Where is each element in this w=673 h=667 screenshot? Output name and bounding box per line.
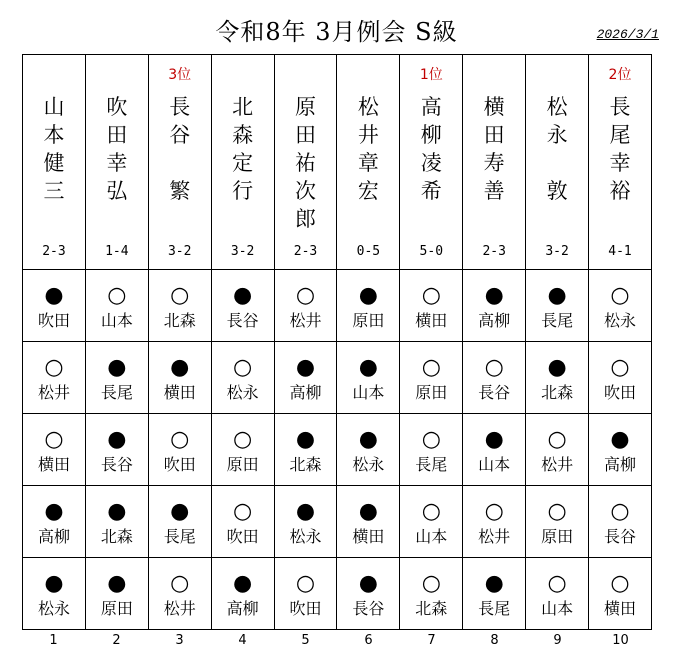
- opponent-name: 北森: [415, 599, 448, 618]
- player-name-char: 柳: [420, 123, 442, 147]
- game-cell: [337, 270, 400, 342]
- opponent-name: 松永: [289, 527, 322, 546]
- player-name-char: 本: [43, 123, 65, 147]
- player-score: 5-0: [419, 244, 444, 259]
- player-name-char: 井: [357, 123, 379, 147]
- game-cell: [463, 558, 526, 630]
- win-mark-icon: ○: [610, 355, 630, 380]
- player-name-char: 幸: [609, 151, 631, 175]
- opponent-name: 北森: [289, 455, 322, 474]
- game-cell: [589, 486, 652, 558]
- event-date: 2026/3/1: [596, 27, 659, 42]
- game-cell: [526, 486, 589, 558]
- opponent-name: 横田: [352, 527, 385, 546]
- opponent-name: 松井: [541, 455, 574, 474]
- player-name-char: 山: [43, 95, 65, 119]
- loss-mark-icon: ●: [107, 499, 127, 524]
- loss-mark-icon: ●: [484, 427, 504, 452]
- game-cell: [148, 342, 211, 414]
- win-mark-icon: ○: [610, 283, 630, 308]
- loss-mark-icon: ●: [358, 427, 378, 452]
- opponent-name: 松井: [163, 599, 196, 618]
- player-name-char: 敦: [546, 179, 568, 203]
- player-header: [85, 55, 148, 270]
- opponent-name: 原田: [541, 527, 574, 546]
- win-mark-icon: ○: [295, 571, 316, 596]
- player-name-char: 宏: [357, 179, 379, 203]
- player-name-char: 田: [106, 123, 128, 147]
- win-mark-icon: ○: [547, 427, 567, 452]
- win-mark-icon: ○: [547, 499, 567, 524]
- win-mark-icon: ○: [547, 571, 567, 596]
- opponent-name: 松永: [604, 311, 637, 330]
- opponent-name: 長谷: [100, 455, 133, 474]
- opponent-name: 吹田: [604, 383, 637, 402]
- column-number: 6: [364, 633, 373, 648]
- win-mark-icon: ○: [44, 427, 64, 452]
- player-name-char: 田: [295, 123, 316, 147]
- win-mark-icon: ○: [421, 499, 441, 524]
- game-cell: [400, 414, 463, 486]
- opponent-name: 山本: [415, 527, 448, 546]
- win-mark-icon: ○: [170, 427, 190, 452]
- column-number: 10: [612, 633, 629, 648]
- game-cell: [148, 558, 211, 630]
- win-mark-icon: ○: [233, 499, 253, 524]
- loss-mark-icon: ●: [484, 283, 504, 308]
- game-cell: [463, 270, 526, 342]
- player-score: 3-2: [545, 244, 569, 259]
- player-name: [526, 93, 588, 205]
- player-name: [400, 93, 462, 205]
- round-row: [23, 414, 652, 486]
- game-cell: [400, 486, 463, 558]
- player-score: 1-4: [105, 244, 129, 259]
- player-name-char: 尾: [609, 123, 631, 147]
- player-name-char: 長: [609, 95, 631, 119]
- player-name-char: 三: [43, 179, 65, 203]
- player-rank: 1位: [419, 67, 443, 83]
- opponent-name: 高柳: [604, 455, 637, 474]
- opponent-name: 長谷: [478, 383, 511, 402]
- opponent-name: 山本: [541, 599, 574, 618]
- game-cell: [148, 414, 211, 486]
- loss-mark-icon: ●: [295, 427, 316, 452]
- player-name: [86, 93, 148, 205]
- game-cell: [400, 342, 463, 414]
- opponent-name: 長尾: [163, 527, 196, 546]
- player-name-char: 健: [43, 151, 65, 175]
- game-cell: [85, 486, 148, 558]
- win-mark-icon: ○: [295, 283, 316, 308]
- opponent-name: 高柳: [478, 311, 511, 330]
- player-score: 3-2: [230, 244, 255, 259]
- loss-mark-icon: ●: [170, 355, 190, 380]
- win-mark-icon: ○: [421, 283, 441, 308]
- player-score: 2-3: [42, 244, 66, 259]
- opponent-name: 吹田: [163, 455, 196, 474]
- game-cell: [23, 270, 86, 342]
- loss-mark-icon: ●: [358, 499, 378, 524]
- loss-mark-icon: ●: [547, 355, 567, 380]
- opponent-name: 長谷: [604, 527, 637, 546]
- game-cell: [337, 414, 400, 486]
- opponent-name: 北森: [100, 527, 133, 546]
- player-rank: 2位: [608, 67, 632, 83]
- win-mark-icon: ○: [170, 283, 190, 308]
- game-cell: [23, 342, 86, 414]
- player-name: [275, 93, 337, 233]
- opponent-name: 高柳: [289, 383, 322, 402]
- player-name: [23, 93, 85, 205]
- game-cell: [274, 486, 337, 558]
- round-row: [23, 342, 652, 414]
- column-number: 7: [427, 633, 436, 648]
- game-cell: [23, 486, 86, 558]
- round-row: [23, 270, 652, 342]
- player-name-char: 繁: [169, 179, 191, 203]
- player-rank: 3位: [168, 67, 192, 83]
- column-number: 2: [112, 633, 121, 648]
- opponent-name: 松永: [226, 383, 259, 402]
- player-name-char: 田: [483, 123, 505, 147]
- opponent-name: 吹田: [289, 599, 322, 618]
- game-cell: [211, 486, 274, 558]
- opponent-name: 原田: [100, 599, 133, 618]
- player-name-char: 横: [483, 95, 505, 119]
- player-name-char: 章: [357, 151, 379, 175]
- win-mark-icon: ○: [233, 427, 253, 452]
- opponent-name: 山本: [478, 455, 511, 474]
- win-mark-icon: ○: [44, 355, 64, 380]
- player-header: [337, 55, 400, 270]
- opponent-name: 松井: [478, 527, 511, 546]
- game-cell: [526, 342, 589, 414]
- game-cell: [526, 270, 589, 342]
- game-cell: [85, 414, 148, 486]
- player-name-char: 谷: [169, 123, 191, 147]
- player-name: [589, 93, 651, 205]
- game-cell: [23, 414, 86, 486]
- game-cell: [85, 270, 148, 342]
- player-header: [274, 55, 337, 270]
- column-number: 9: [553, 633, 562, 648]
- game-cell: [85, 558, 148, 630]
- column-number: 1: [49, 633, 58, 648]
- player-name-char: 松: [357, 95, 379, 119]
- results-table: [22, 54, 652, 630]
- opponent-name: 横田: [163, 383, 196, 402]
- player-name: [149, 93, 211, 205]
- player-header: [400, 55, 463, 270]
- loss-mark-icon: ●: [295, 355, 316, 380]
- player-name-char: 森: [232, 123, 254, 147]
- win-mark-icon: ○: [233, 355, 253, 380]
- player-name-char: 高: [420, 95, 442, 119]
- player-name-char: 吹: [106, 95, 128, 119]
- player-header: [463, 55, 526, 270]
- loss-mark-icon: ●: [547, 283, 567, 308]
- player-name-char: 幸: [106, 151, 128, 175]
- opponent-name: 吹田: [37, 311, 70, 330]
- player-name-char: 弘: [106, 179, 128, 203]
- game-cell: [589, 558, 652, 630]
- player-header: [148, 55, 211, 270]
- player-score: 2-3: [293, 244, 318, 259]
- opponent-name: 松永: [352, 455, 385, 474]
- loss-mark-icon: ●: [233, 571, 253, 596]
- player-name-char: 定: [232, 151, 254, 175]
- player-name-char: 祐: [295, 151, 316, 175]
- player-name-char: 凌: [420, 151, 442, 175]
- loss-mark-icon: ●: [484, 571, 504, 596]
- game-cell: [148, 486, 211, 558]
- game-cell: [337, 342, 400, 414]
- game-cell: [337, 486, 400, 558]
- loss-mark-icon: ●: [107, 571, 127, 596]
- win-mark-icon: ○: [107, 283, 127, 308]
- opponent-name: 高柳: [37, 527, 70, 546]
- player-name-char: 行: [232, 179, 254, 203]
- player-name-char: 永: [546, 123, 568, 147]
- player-name-char: 松: [546, 95, 568, 119]
- game-cell: [589, 270, 652, 342]
- opponent-name: 長尾: [541, 311, 574, 330]
- game-cell: [274, 342, 337, 414]
- game-cell: [337, 558, 400, 630]
- player-header: [211, 55, 274, 270]
- column-numbers: [22, 633, 652, 648]
- game-cell: [526, 414, 589, 486]
- win-mark-icon: ○: [170, 571, 190, 596]
- page-title: 令和8年 3月例会 S級: [215, 18, 458, 46]
- game-cell: [463, 342, 526, 414]
- opponent-name: 長尾: [100, 383, 133, 402]
- opponent-name: 松井: [37, 383, 70, 402]
- opponent-name: 長尾: [415, 455, 448, 474]
- opponent-name: 原田: [352, 311, 385, 330]
- loss-mark-icon: ●: [358, 571, 378, 596]
- game-cell: [400, 270, 463, 342]
- win-mark-icon: ○: [421, 571, 441, 596]
- opponent-name: 山本: [352, 383, 385, 402]
- game-cell: [23, 558, 86, 630]
- player-score: 2-3: [482, 244, 506, 259]
- game-cell: [274, 414, 337, 486]
- player-name-char: 原: [295, 95, 316, 119]
- game-cell: [211, 558, 274, 630]
- column-number: 8: [490, 633, 499, 648]
- player-name: [337, 93, 399, 205]
- round-row: [23, 558, 652, 630]
- game-cell: [85, 342, 148, 414]
- column-number: 5: [301, 633, 310, 648]
- loss-mark-icon: ●: [233, 283, 253, 308]
- player-name-char: [149, 149, 211, 177]
- round-row: [23, 486, 652, 558]
- player-name-char: [526, 149, 588, 177]
- player-name-char: 善: [483, 179, 505, 203]
- game-cell: [274, 558, 337, 630]
- loss-mark-icon: ●: [170, 499, 190, 524]
- opponent-name: 北森: [163, 311, 196, 330]
- win-mark-icon: ○: [610, 571, 630, 596]
- player-name-char: 郎: [295, 207, 316, 231]
- player-header: [589, 55, 652, 270]
- game-cell: [211, 270, 274, 342]
- player-name-char: 寿: [483, 151, 505, 175]
- player-name-char: 北: [232, 95, 254, 119]
- player-score: 4-1: [608, 244, 632, 259]
- win-mark-icon: ○: [421, 355, 441, 380]
- player-name-char: 長: [169, 95, 191, 119]
- opponent-name: 松井: [289, 311, 322, 330]
- game-cell: [526, 558, 589, 630]
- win-mark-icon: ○: [610, 499, 630, 524]
- opponent-name: 横田: [415, 311, 448, 330]
- player-name-char: 次: [295, 179, 316, 203]
- loss-mark-icon: ●: [358, 355, 378, 380]
- loss-mark-icon: ●: [107, 427, 127, 452]
- loss-mark-icon: ●: [358, 283, 378, 308]
- loss-mark-icon: ●: [44, 571, 64, 596]
- opponent-name: 山本: [100, 311, 133, 330]
- column-number: 4: [238, 633, 247, 648]
- loss-mark-icon: ●: [44, 283, 64, 308]
- column-number: 3: [175, 633, 184, 648]
- opponent-name: 松永: [37, 599, 70, 618]
- opponent-name: 長谷: [226, 311, 259, 330]
- player-score: 3-2: [167, 244, 192, 259]
- game-cell: [463, 414, 526, 486]
- opponent-name: 原田: [226, 455, 259, 474]
- game-cell: [211, 414, 274, 486]
- win-mark-icon: ○: [484, 355, 504, 380]
- player-name-char: 裕: [609, 179, 631, 203]
- game-cell: [463, 486, 526, 558]
- opponent-name: 北森: [541, 383, 574, 402]
- game-cell: [211, 342, 274, 414]
- opponent-name: 原田: [415, 383, 448, 402]
- opponent-name: 横田: [37, 455, 70, 474]
- opponent-name: 横田: [604, 599, 637, 618]
- player-score: 0-5: [356, 244, 381, 259]
- player-header: [23, 55, 86, 270]
- player-header: [526, 55, 589, 270]
- game-cell: [400, 558, 463, 630]
- player-name: [463, 93, 525, 205]
- game-cell: [589, 414, 652, 486]
- opponent-name: 高柳: [226, 599, 259, 618]
- game-cell: [589, 342, 652, 414]
- game-cell: [148, 270, 211, 342]
- loss-mark-icon: ●: [44, 499, 64, 524]
- game-cell: [274, 270, 337, 342]
- loss-mark-icon: ●: [610, 427, 630, 452]
- opponent-name: 長谷: [352, 599, 385, 618]
- loss-mark-icon: ●: [107, 355, 127, 380]
- opponent-name: 吹田: [226, 527, 259, 546]
- loss-mark-icon: ●: [295, 499, 316, 524]
- player-header-row: [23, 55, 652, 270]
- opponent-name: 長尾: [478, 599, 511, 618]
- win-mark-icon: ○: [421, 427, 441, 452]
- player-name: [212, 93, 274, 205]
- player-name-char: 希: [420, 179, 442, 203]
- win-mark-icon: ○: [484, 499, 504, 524]
